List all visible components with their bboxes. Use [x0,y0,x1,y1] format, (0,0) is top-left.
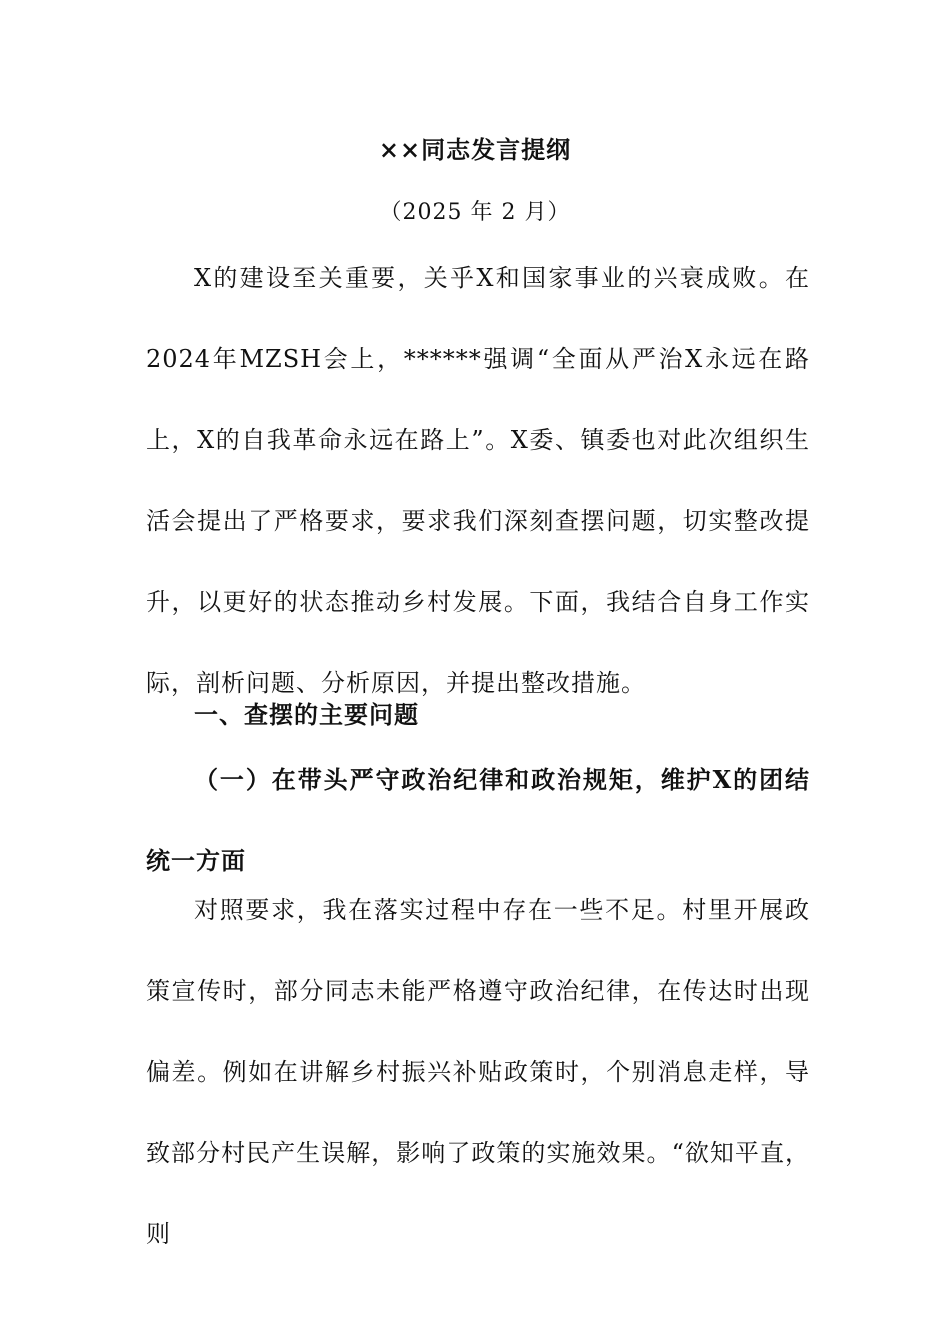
document-title: ××同志发言提纲 [378,135,572,164]
document-date: （2025 年 2 月） [379,200,571,225]
section-heading: 一、查摆的主要问题 [194,700,419,729]
subsection-paragraph: 对照要求，我在落实过程中存在一些不足。村里开展政策宣传时，部分同志未能严格遵守政治纪律，在传达时出现偏差。例如在讲解乡村振兴补贴政策时，个别消息走样，导致部分村民产生误解，影响了政策的实施效果。“欲知平直，则 [146,896,810,1248]
intro-paragraph: X的建设至关重要，关乎X和国家事业的兴衰成败。在2024年MZSH会上，******强调“全面从严治X永远在路上，X的自我革命永远在路上”。X委、镇委也对此次组织生活会提出了严格要求，要求我们深刻查摆问题，切实整改提升，以更好的状态推动乡村发展。下面，我结合自身工作实际，剖析问题、分析原因，并提出整改措施。 [146,264,810,697]
subsection-heading: （一）在带头严守政治纪律和政治规矩，维护X的团结统一方面 [146,765,810,875]
